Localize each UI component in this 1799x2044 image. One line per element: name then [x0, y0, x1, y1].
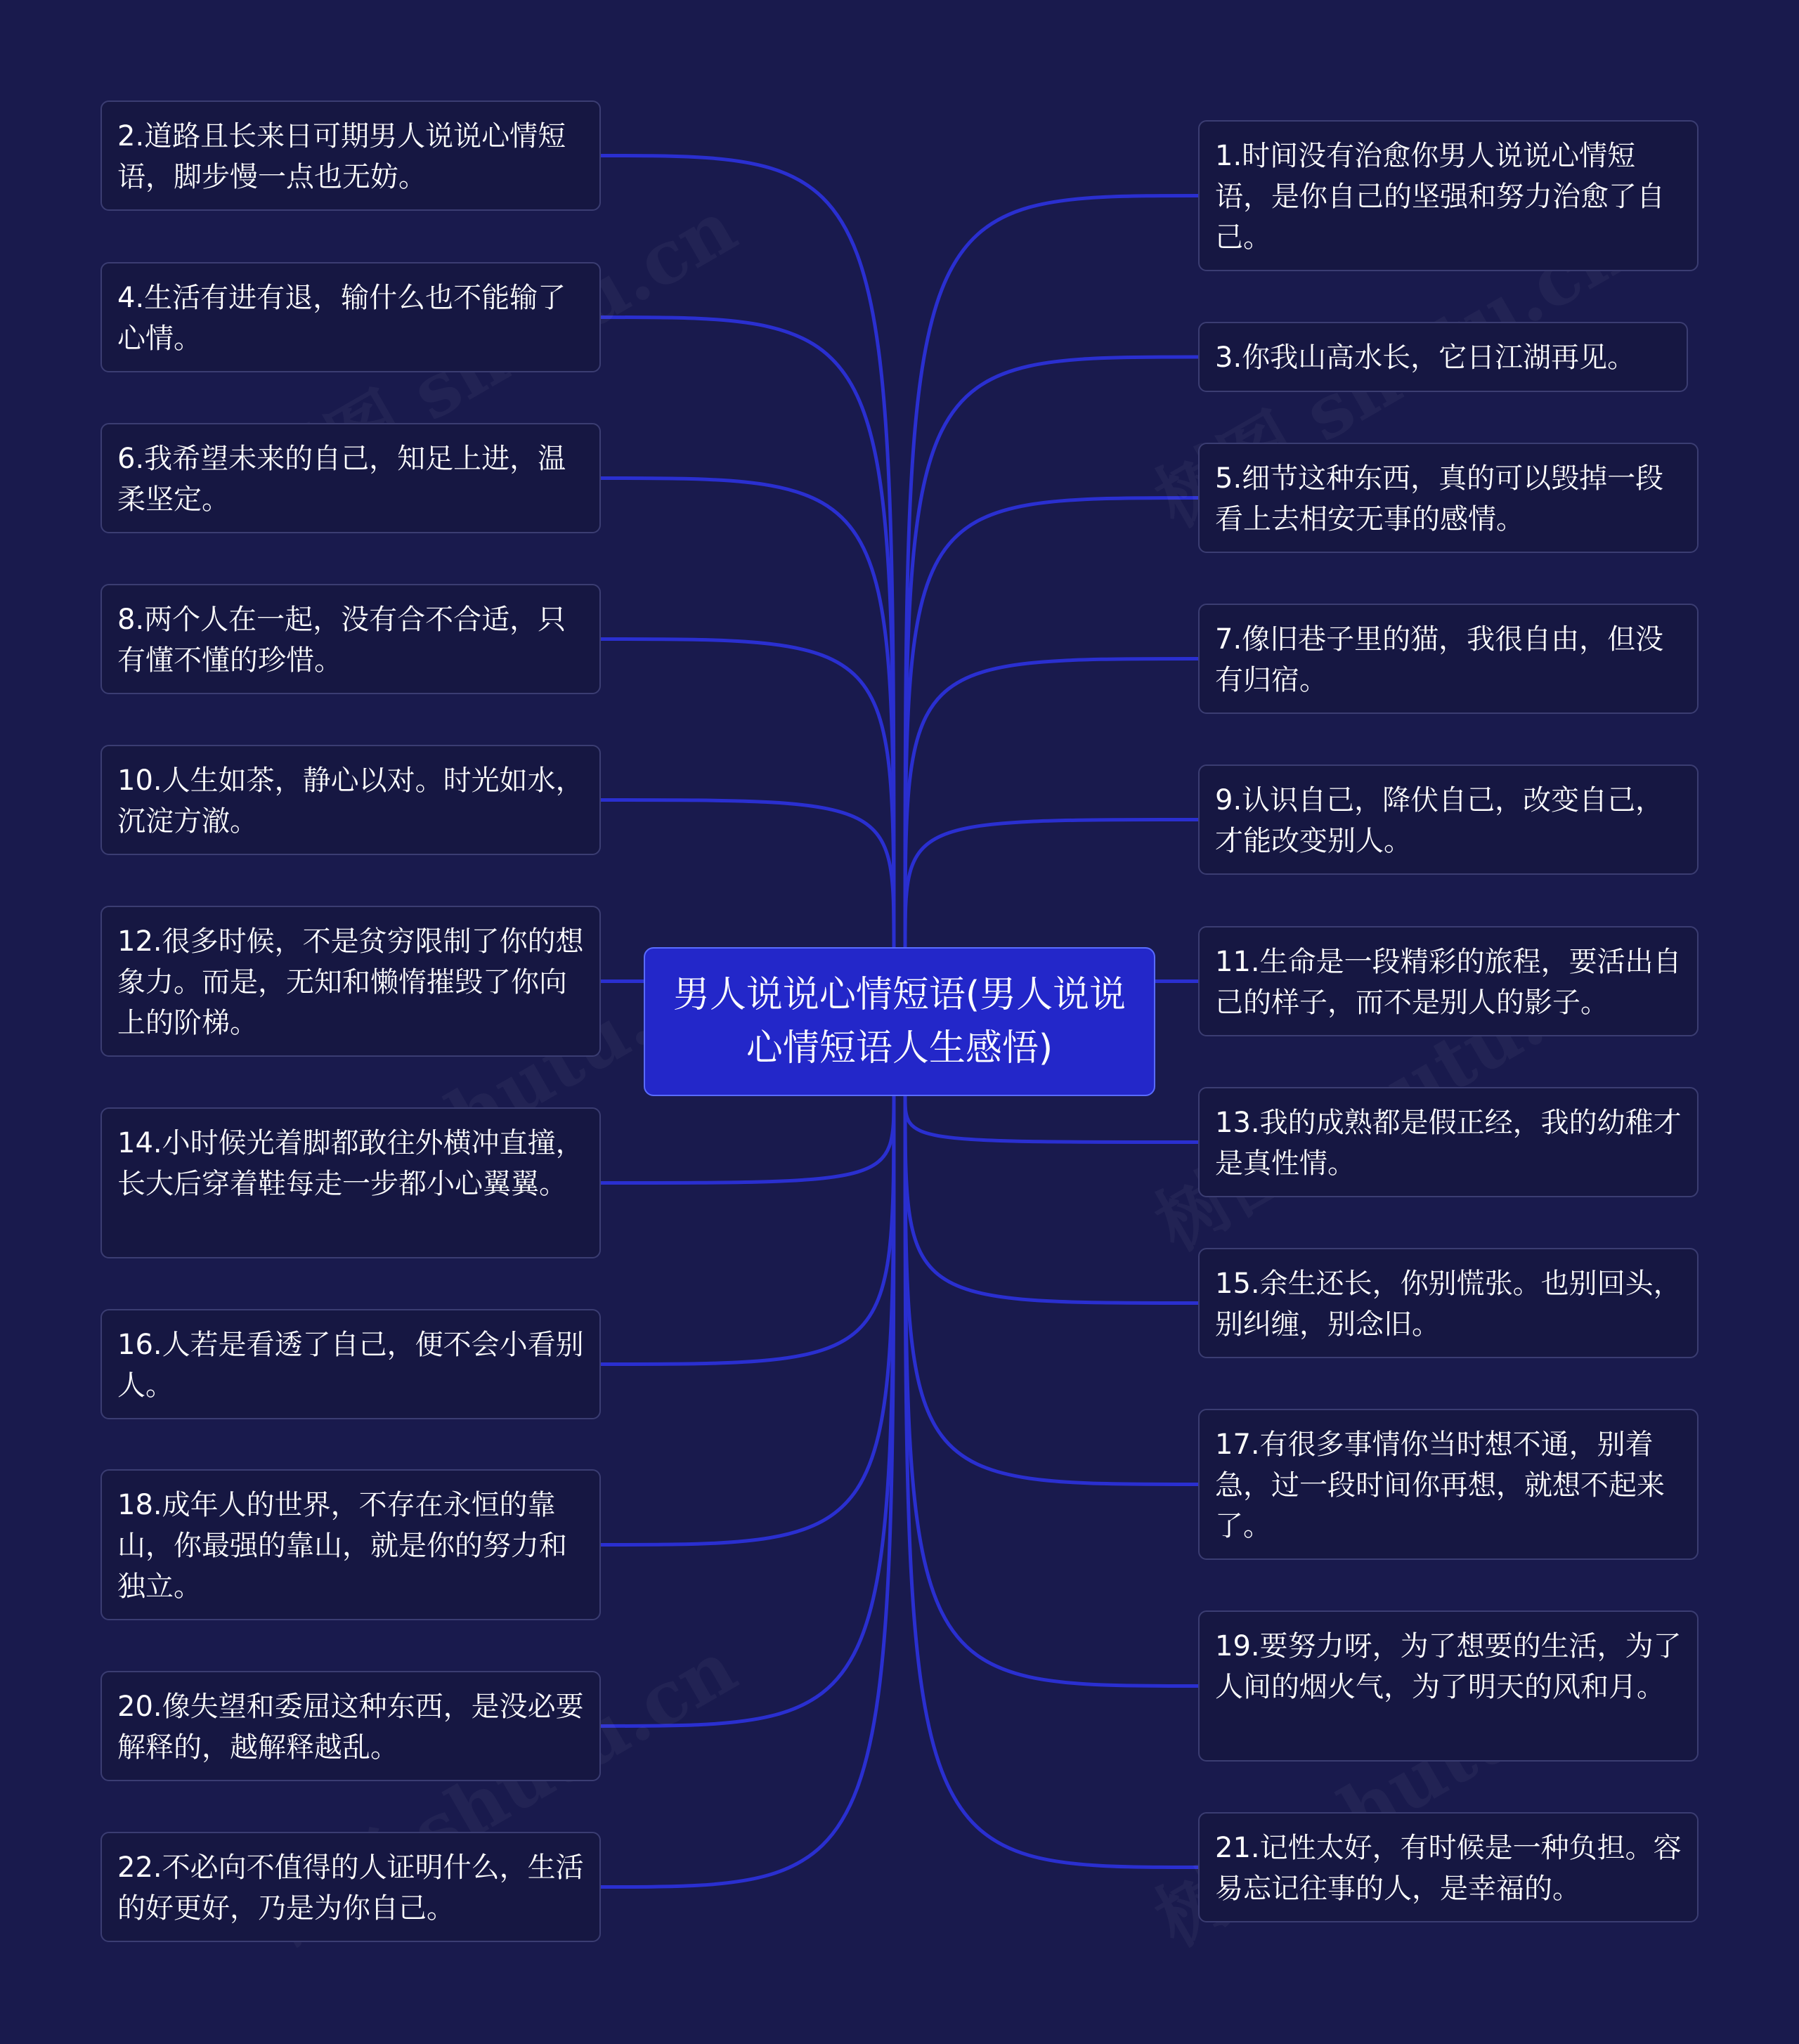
connector-line: [905, 1096, 1198, 1303]
connector-line: [601, 1096, 894, 1545]
connector-line: [601, 318, 894, 948]
topic-text: 2.道路且长来日可期男人说说心情短语，脚步慢一点也无妨。: [117, 120, 566, 193]
connector-line: [905, 659, 1198, 948]
root-topic[interactable]: [644, 947, 1155, 1096]
right-topic-3[interactable]: [1198, 322, 1688, 392]
right-topic-13[interactable]: [1198, 1087, 1699, 1197]
right-topic-11[interactable]: [1198, 926, 1699, 1036]
topic-text: 21.记性太好，有时候是一种负担。容易忘记往事的人，是幸福的。: [1215, 1832, 1682, 1905]
topic-text: 7.像旧巷子里的猫，我很自由，但没有归宿。: [1215, 623, 1664, 696]
topic-text: 22.不必向不值得的人证明什么，生活的好更好，乃是为你自己。: [117, 1851, 584, 1925]
topic-text: 1.时间没有治愈你男人说说心情短语，是你自己的坚强和努力治愈了自己。: [1215, 140, 1665, 254]
connector-line: [905, 1096, 1198, 1485]
right-topic-9[interactable]: [1198, 764, 1699, 875]
right-topic-15[interactable]: [1198, 1248, 1699, 1358]
left-topic-8[interactable]: [100, 584, 601, 694]
right-topic-17[interactable]: [1198, 1409, 1699, 1560]
topic-text: 3.你我山高水长，它日江湖再见。: [1215, 341, 1636, 374]
left-topic-10[interactable]: [100, 745, 601, 855]
right-topic-19[interactable]: [1198, 1610, 1699, 1762]
connector-line: [601, 1096, 894, 1183]
left-topic-18[interactable]: [100, 1469, 601, 1620]
left-topic-2[interactable]: [100, 100, 601, 211]
connector-line: [601, 1096, 894, 1887]
connector-line: [601, 639, 894, 948]
connector-line: [905, 820, 1198, 948]
topic-text: 4.生活有进有退，输什么也不能输了心情。: [117, 282, 566, 355]
connector-line: [905, 1096, 1198, 1686]
topic-text: 20.像失望和委屈这种东西，是没必要解释的，越解释越乱。: [117, 1691, 584, 1764]
topic-text: 12.很多时候，不是贫穷限制了你的想象力。而是，无知和懒惰摧毁了你向上的阶梯。: [117, 925, 584, 1039]
right-topic-1[interactable]: [1198, 120, 1699, 271]
root-topic-label: 男人说说心情短语(男人说说心情短语人生感悟): [673, 974, 1126, 1069]
connector-line: [601, 1096, 894, 1365]
left-topic-6[interactable]: [100, 423, 601, 533]
right-topic-7[interactable]: [1198, 604, 1699, 714]
topic-text: 19.要努力呀，为了想要的生活，为了人间的烟火气，为了明天的风和月。: [1215, 1630, 1682, 1703]
left-topic-20[interactable]: [100, 1671, 601, 1781]
topic-text: 13.我的成熟都是假正经，我的幼稚才是真性情。: [1215, 1107, 1682, 1180]
topic-text: 18.成年人的世界，不存在永恒的靠山，你最强的靠山，就是你的努力和独立。: [117, 1489, 567, 1603]
left-topic-22[interactable]: [100, 1832, 601, 1942]
left-topic-4[interactable]: [100, 262, 601, 372]
connector-line: [905, 357, 1198, 947]
connector-line: [601, 156, 894, 948]
left-topic-14[interactable]: [100, 1107, 601, 1258]
topic-text: 5.细节这种东西，真的可以毁掉一段看上去相安无事的感情。: [1215, 462, 1664, 535]
left-topic-16[interactable]: [100, 1309, 601, 1419]
left-topic-12[interactable]: [100, 906, 601, 1057]
connector-line: [601, 479, 894, 948]
right-topic-21[interactable]: [1198, 1812, 1699, 1922]
topic-text: 11.生命是一段精彩的旅程，要活出自己的样子，而不是别人的影子。: [1215, 946, 1682, 1019]
topic-text: 15.余生还长，你别慌张。也别回头，别纠缠，别念旧。: [1215, 1268, 1682, 1341]
topic-text: 17.有很多事情你当时想不通，别着急，过一段时间你再想，就想不起来了。: [1215, 1428, 1665, 1542]
connector-line: [905, 498, 1198, 948]
topic-text: 14.小时候光着脚都敢往外横冲直撞，长大后穿着鞋每走一步都小心翼翼。: [117, 1127, 584, 1200]
topic-text: 10.人生如茶，静心以对。时光如水，沉淀方澈。: [117, 764, 584, 838]
topic-text: 9.认识自己，降伏自己，改变自己，才能改变别人。: [1215, 784, 1664, 857]
right-topic-5[interactable]: [1198, 443, 1699, 553]
topic-text: 8.两个人在一起，没有合不合适，只有懂不懂的珍惜。: [117, 604, 566, 677]
connector-line: [601, 800, 894, 948]
topic-text: 6.我希望未来的自己，知足上进，温柔坚定。: [117, 443, 566, 516]
connector-line: [601, 1096, 894, 1726]
connector-line: [905, 1096, 1198, 1143]
topic-text: 16.人若是看透了自己，便不会小看别人。: [117, 1329, 584, 1402]
